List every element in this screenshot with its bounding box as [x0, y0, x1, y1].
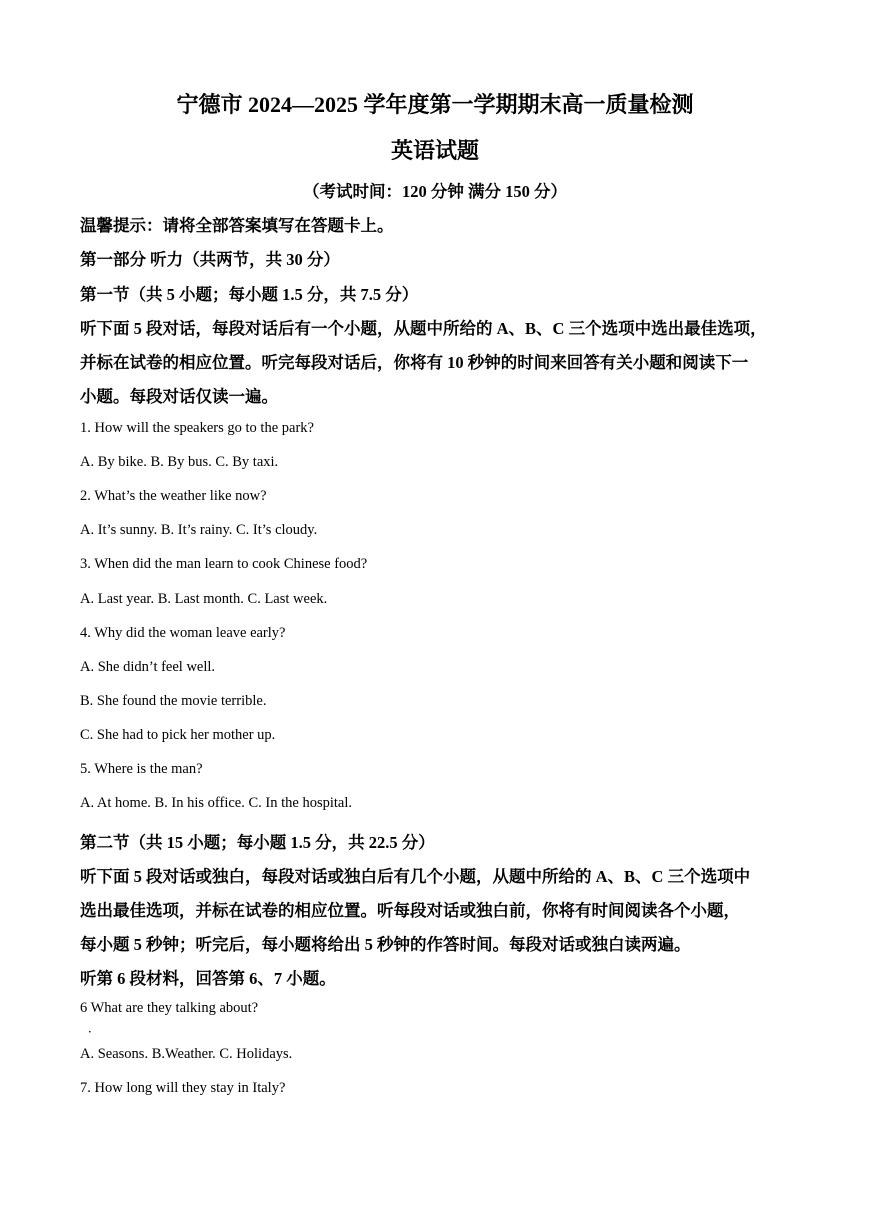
question-4: 4. Why did the woman leave early?	[80, 625, 286, 641]
section2-title: 第二节（共 15 小题；每小题 1.5 分，共 22.5 分）	[80, 833, 435, 852]
question-2: 2. What’s the weather like now?	[80, 488, 267, 504]
section2-instruction-line: 选出最佳选项，并标在试卷的相应位置。听每段对话或独白前，你将有时间阅读各个小题，	[80, 901, 740, 920]
section2-instruction-line: 听下面 5 段对话或独白，每段对话或独白后有几个小题，从题中所给的 A、B、C 三个选项中	[80, 867, 751, 886]
question-4-option-c: C. She had to pick her mother up.	[80, 727, 276, 743]
question-5: 5. Where is the man?	[80, 761, 203, 777]
question-6: 6 What are they talking about?	[80, 1000, 259, 1016]
question-6-options: A. Seasons. B.Weather. C. Holidays.	[80, 1046, 293, 1062]
exam-info: （考试时间：120 分钟 满分 150 分）	[303, 182, 567, 201]
question-7: 7. How long will they stay in Italy?	[80, 1080, 286, 1096]
page-title: 宁德市 2024—2025 学年度第一学期期末高一质量检测	[176, 92, 694, 117]
part1-title: 第一部分 听力（共两节，共 30 分）	[80, 250, 340, 269]
question-2-options: A. It’s sunny. B. It’s rainy. C. It’s cloudy.	[80, 522, 318, 538]
section1-instruction-line: 听下面 5 段对话，每段对话后有一个小题，从题中所给的 A、B、C 三个选项中选出最佳选项，	[80, 319, 767, 338]
subject-title: 英语试题	[390, 138, 479, 163]
section2-instruction-line: 每小题 5 秒钟；听完后，每小题将给出 5 秒钟的作答时间。每段对话或独白读两遍。	[80, 935, 691, 954]
material-6-heading: 听第 6 段材料，回答第 6、7 小题。	[80, 969, 336, 988]
question-5-options: A. At home. B. In his office. C. In the hospital.	[80, 795, 352, 811]
section1-instruction-line: 并标在试卷的相应位置。听完每段对话后，你将有 10 秒钟的时间来回答有关小题和阅读下一	[80, 353, 749, 372]
question-3-options: A. Last year. B. Last month. C. Last week.	[80, 591, 328, 607]
question-1: 1. How will the speakers go to the park?	[80, 420, 314, 436]
question-4-option-a: A. She didn’t feel well.	[80, 659, 216, 675]
question-6-dot: ．	[88, 1021, 101, 1035]
question-1-options: A. By bike. B. By bus. C. By taxi.	[80, 454, 279, 470]
section1-instruction-line: 小题。每段对话仅读一遍。	[80, 387, 278, 406]
notice: 温馨提示：请将全部答案填写在答题卡上。	[80, 216, 394, 235]
section1-title: 第一节（共 5 小题；每小题 1.5 分，共 7.5 分）	[80, 285, 419, 304]
question-3: 3. When did the man learn to cook Chinese food?	[80, 556, 368, 572]
question-4-option-b: B. She found the movie terrible.	[80, 693, 267, 709]
